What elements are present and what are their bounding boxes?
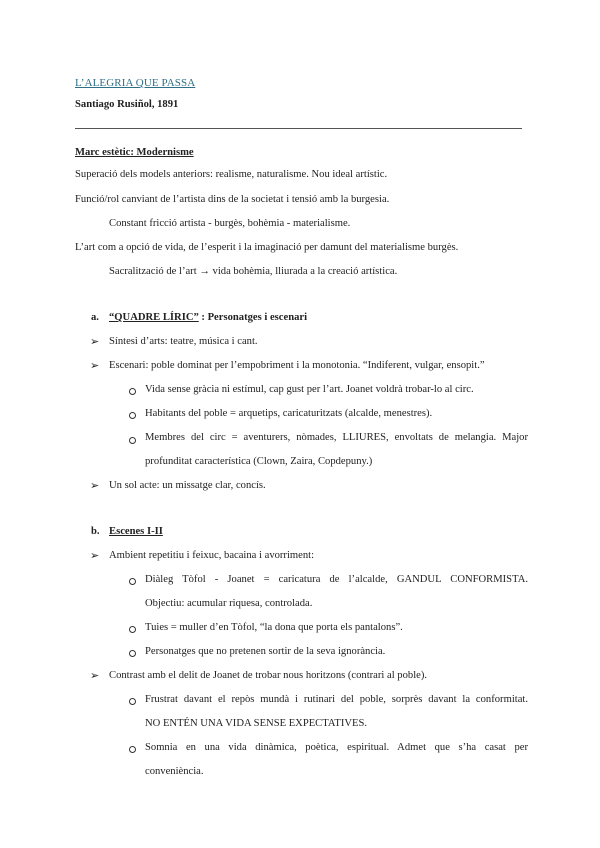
circle-bullet-icon — [129, 650, 136, 657]
sub-list-item: Diàleg Tòfol - Joanet = caricatura de l’alcalde, GANDUL CONFORMISTA. — [145, 574, 528, 585]
circle-bullet-icon — [129, 578, 136, 585]
arrow-bullet-icon: ➢ — [90, 549, 100, 562]
sub-list-item: Personatges que no pretenen sortir de la seva ignorància. — [145, 646, 386, 657]
circle-bullet-icon — [129, 698, 136, 705]
section-heading-b: Escenes I-II — [109, 526, 163, 537]
section-marker: b. — [91, 526, 100, 537]
arrow-bullet-icon: ➢ — [90, 335, 100, 348]
list-item: Un sol acte: un missatge clar, concís. — [109, 480, 266, 491]
list-item: Síntesi d’arts: teatre, música i cant. — [109, 336, 258, 347]
horizontal-rule — [75, 128, 522, 129]
arrow-bullet-icon: ➢ — [90, 359, 100, 372]
circle-bullet-icon — [129, 746, 136, 753]
paragraph: Superació dels models anteriors: realisme, naturalisme. Nou ideal artístic. — [75, 169, 388, 180]
section-heading-a — [109, 311, 307, 325]
sub-list-item-continued: Objectiu: acumular riquesa, controlada. — [145, 598, 313, 609]
circle-bullet-icon — [129, 388, 136, 395]
paragraph-indented: Constant fricció artista - burgès, bohèmia - materialisme. — [109, 218, 351, 229]
paragraph: Funció/rol canviant de l’artista dins de la societat i tensió amb la burgesia. — [75, 194, 390, 205]
sub-list-item: Vida sense gràcia ni estímul, cap gust per l’art. Joanet voldrà trobar-lo al circ. — [145, 384, 474, 395]
sub-list-item: Frustrat davant el repòs mundà i rutinari del poble, sorprès davant la conformitat. — [145, 694, 528, 705]
list-item: Ambient repetitiu i feixuc, bacaina i avorriment: — [109, 550, 315, 561]
arrow-bullet-icon: ➢ — [90, 669, 100, 682]
section-heading-underlined: “QUADRE LÍRIC” — [109, 312, 199, 323]
sub-list-item: Habitants del poble = arquetips, caricaturitzats (alcalde, menestres). — [145, 408, 433, 419]
list-item: Contrast amb el delit de Joanet de trobar nous horitzons (contrari al poble). — [109, 670, 428, 681]
document-title: L’ALEGRIA QUE PASSA — [75, 77, 196, 89]
section-marker: a. — [91, 312, 99, 323]
sub-list-item-continued: NO ENTÉN UNA VIDA SENSE EXPECTATIVES. — [145, 718, 368, 729]
section-heading-rest: : Personatges i escenari — [198, 312, 308, 323]
sub-list-item: Membres del circ = aventurers, nòmades, LLIURES, envoltats de melangia. Major — [145, 432, 528, 443]
circle-bullet-icon — [129, 412, 136, 419]
arrow-bullet-icon: ➢ — [90, 479, 100, 492]
circle-bullet-icon — [129, 437, 136, 444]
sub-list-item: Tuies = muller d’en Tòfol, “la dona que porta els pantalons”. — [145, 622, 403, 633]
sub-list-item: Somnia en una vida dinàmica, poètica, espiritual. Admet que s’ha casat per — [145, 742, 528, 753]
document-author: Santiago Rusiñol, 1891 — [75, 99, 179, 110]
sub-list-item-continued: profunditat característica (Clown, Zaira, Copdepuny.) — [145, 456, 373, 467]
paragraph: L’art com a opció de vida, de l’esperit i la imaginació per damunt del materialisme burgès. — [75, 242, 459, 253]
paragraph-indented: Sacralització de l’art → vida bohèmia, lliurada a la creació artística. — [109, 266, 398, 277]
section-heading-marc: Marc estètic: Modernisme — [75, 147, 194, 158]
sub-list-item-continued: conveniència. — [145, 766, 204, 777]
list-item: Escenari: poble dominat per l’empobriment i la monotonia. “Indiferent, vulgar, ensopit.” — [109, 360, 485, 371]
circle-bullet-icon — [129, 626, 136, 633]
